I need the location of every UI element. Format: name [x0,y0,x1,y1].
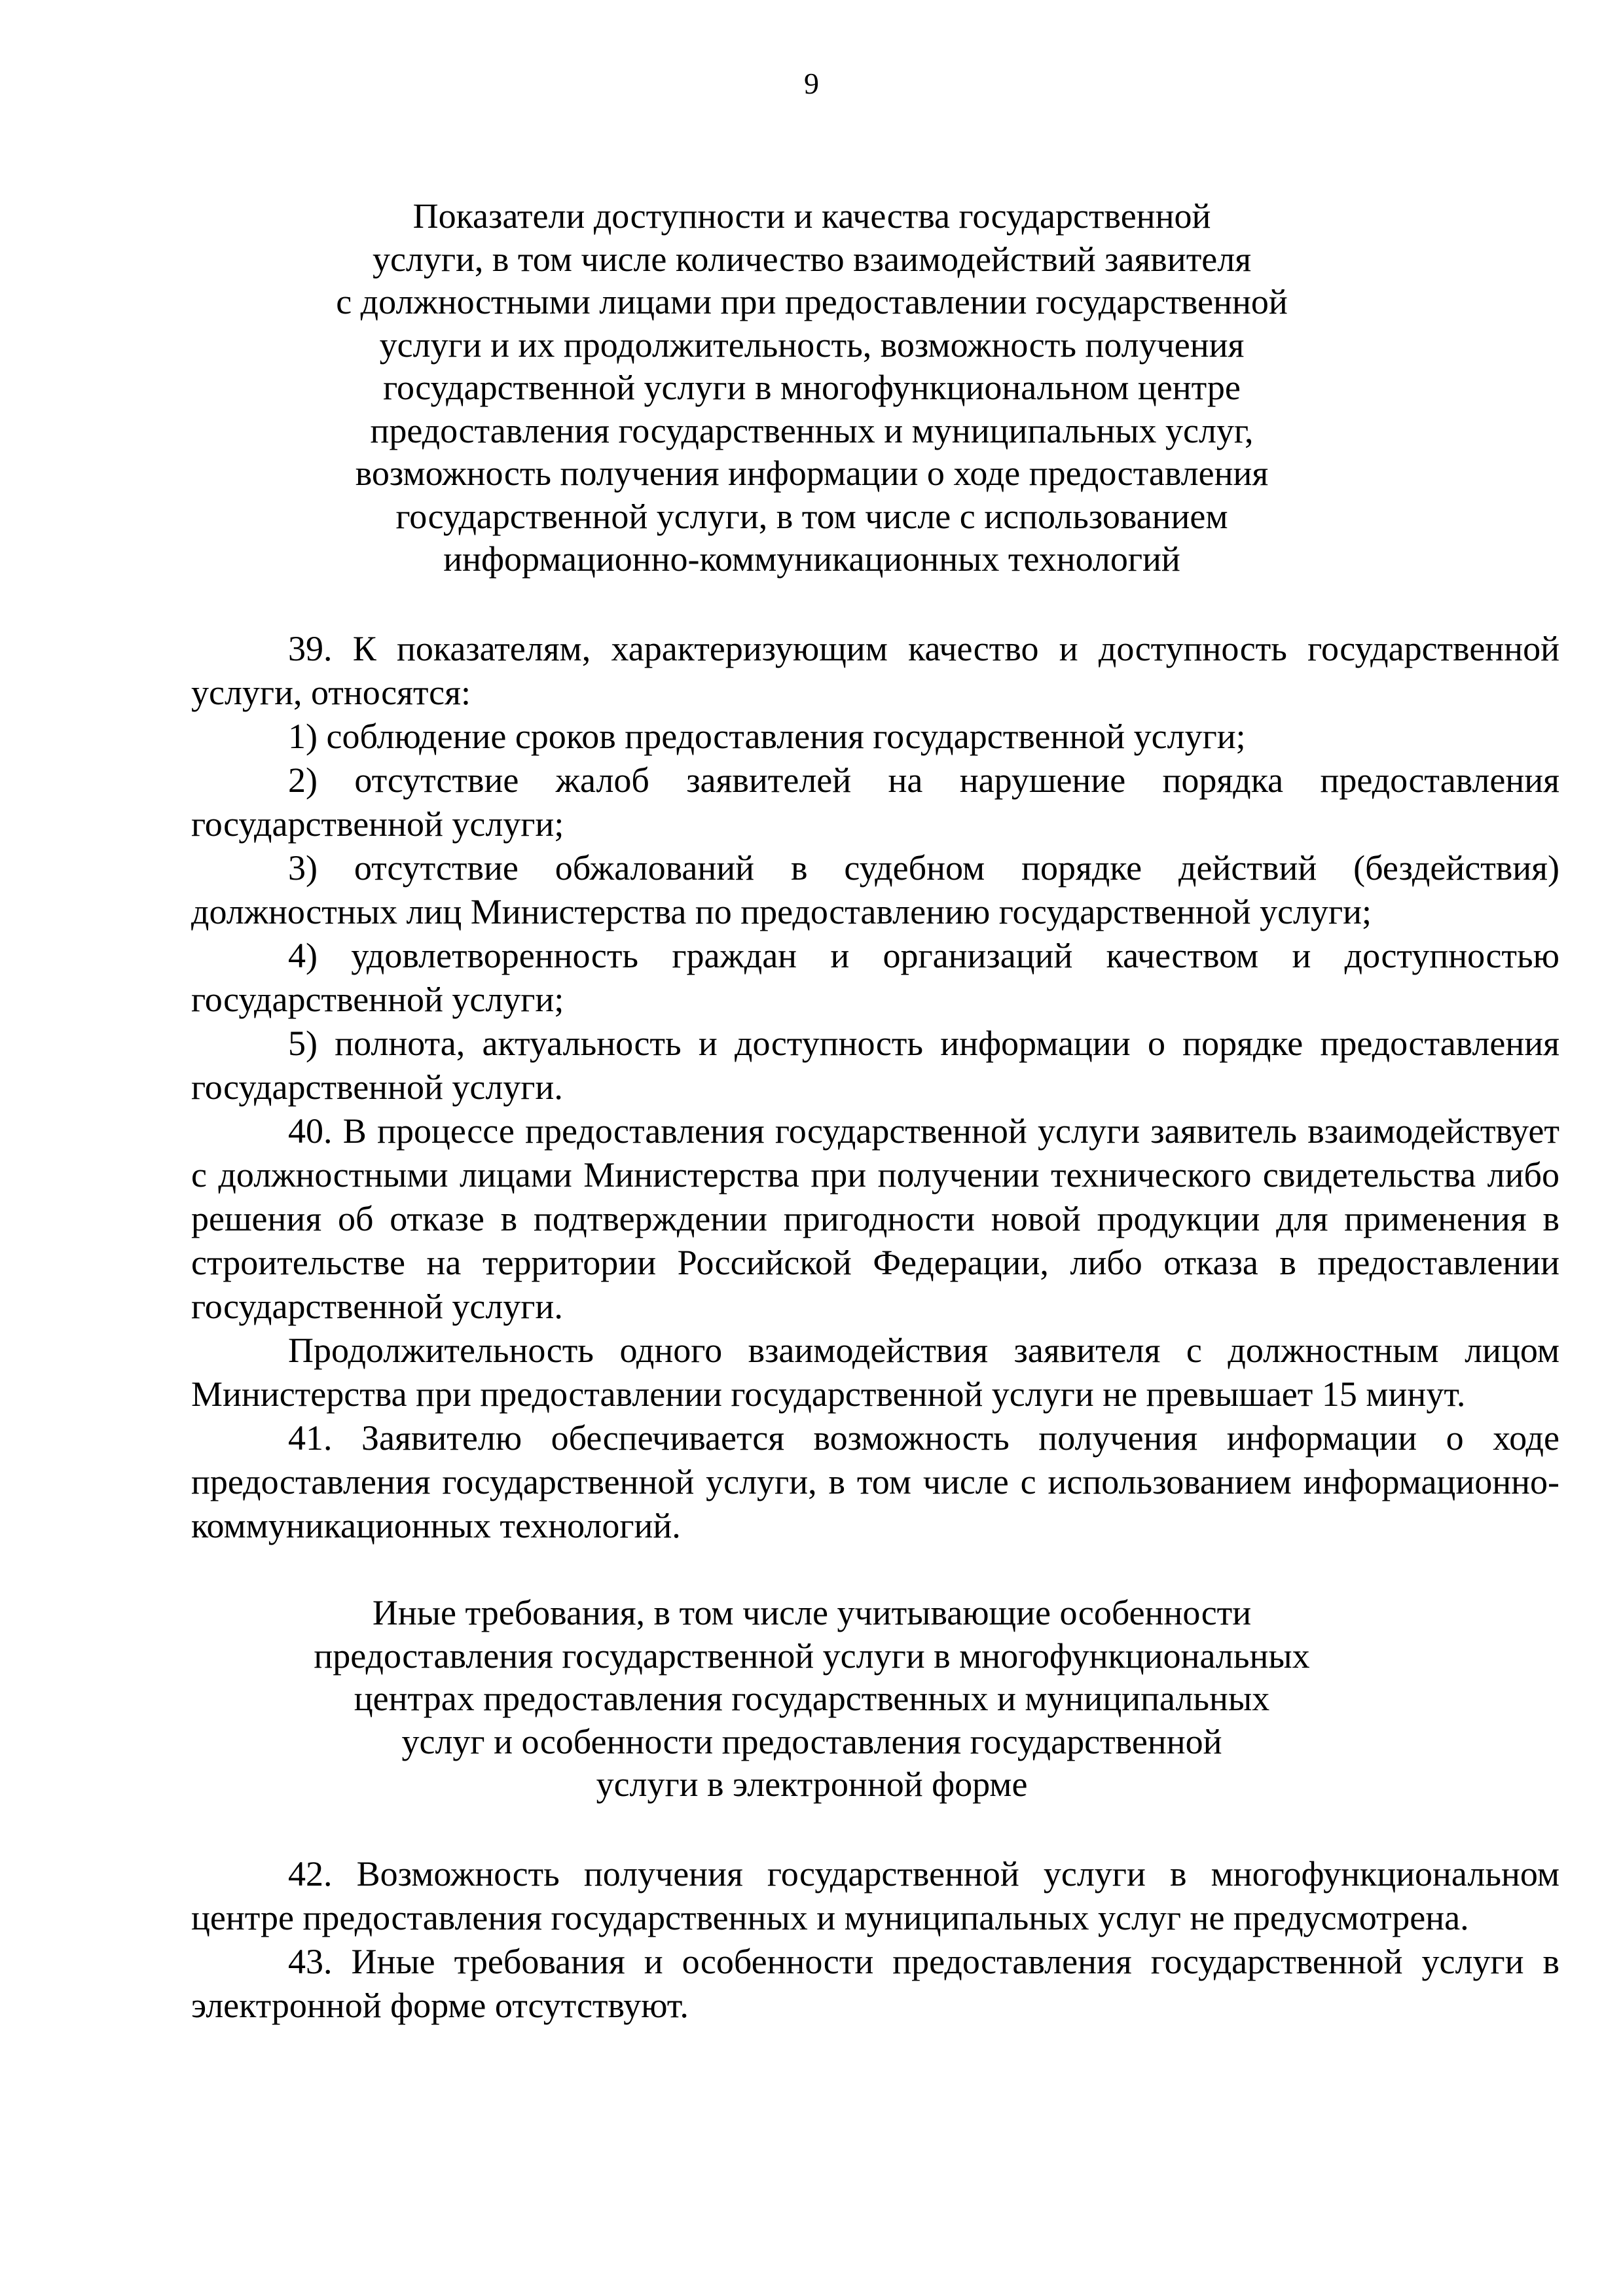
heading-line: услуги в электронной форме [596,1765,1028,1804]
heading-line: государственной услуги в многофункциональном центре [383,368,1241,407]
paragraph-40: 40. В процессе предоставления государственной услуги заявитель взаимодействует с должностными лицами Министерства при получении технического свидетельства либо решения об отказе в подтверждении пригодности новой продукции для применения в строительстве на территории Российской Федерации, либо отказа в предоставлении государственной услуги. [191,1111,1559,1326]
heading-line: информационно-коммуникационных технологий [443,539,1180,579]
heading-line: центрах предоставления государственных и муниципальных [354,1679,1270,1718]
section-heading-accessibility-quality [190,195,1434,581]
section-body-other-requirements [191,1852,1559,2028]
paragraph-39: 39. К показателям, характеризующим качество и доступность государственной услуги, относятся: [191,629,1559,712]
paragraph-40-duration: Продолжительность одного взаимодействия заявителя с должностным лицом Министерства при предоставлении государственной услуги не превышает 15 минут. [191,1331,1559,1414]
page-number: 9 [804,67,819,100]
list-item-3: 3) отсутствие обжалований в судебном порядке действий (бездействия) должностных лиц Министерства по предоставлению государственной услуги; [191,848,1559,931]
heading-line: Иные требования, в том числе учитывающие особенности [372,1593,1252,1632]
heading-line: предоставления государственной услуги в многофункциональных [314,1636,1310,1676]
heading-line: предоставления государственных и муниципальных услуг, [370,410,1254,450]
heading-line: услуг и особенности предоставления государственной [401,1721,1222,1761]
section-heading-other-requirements [190,1592,1434,1806]
heading-line: государственной услуги, в том числе с использованием [395,496,1228,536]
list-item-4: 4) удовлетворенность граждан и организаций качеством и доступностью государственной услуги; [191,936,1559,1019]
list-item-5: 5) полнота, актуальность и доступность информации о порядке предоставления государственной услуги. [191,1024,1559,1107]
list-item-1: 1) соблюдение сроков предоставления государственной услуги; [288,717,1246,756]
section-body-accessibility-quality [191,627,1559,1548]
heading-line: Показатели доступности и качества государственной [412,196,1211,236]
paragraph-43: 43. Иные требования и особенности предоставления государственной услуги в электронной форме отсутствуют. [191,1942,1559,2025]
list-item-2: 2) отсутствие жалоб заявителей на нарушение порядка предоставления государственной услуги; [191,761,1559,844]
paragraph-41: 41. Заявителю обеспечивается возможность получения информации о ходе предоставления государственной услуги, в том числе с использованием информационно-коммуникационных технологий. [191,1418,1559,1545]
heading-line: возможность получения информации о ходе предоставления [355,454,1269,493]
heading-line: услуги и их продолжительность, возможность получения [379,325,1245,365]
heading-line: с должностными лицами при предоставлении государственной [336,282,1288,321]
paragraph-42: 42. Возможность получения государственной услуги в многофункциональном центре предоставления государственных и муниципальных услуг не предусмотрена. [191,1854,1559,1937]
heading-line: услуги, в том числе количество взаимодействий заявителя [372,239,1252,279]
